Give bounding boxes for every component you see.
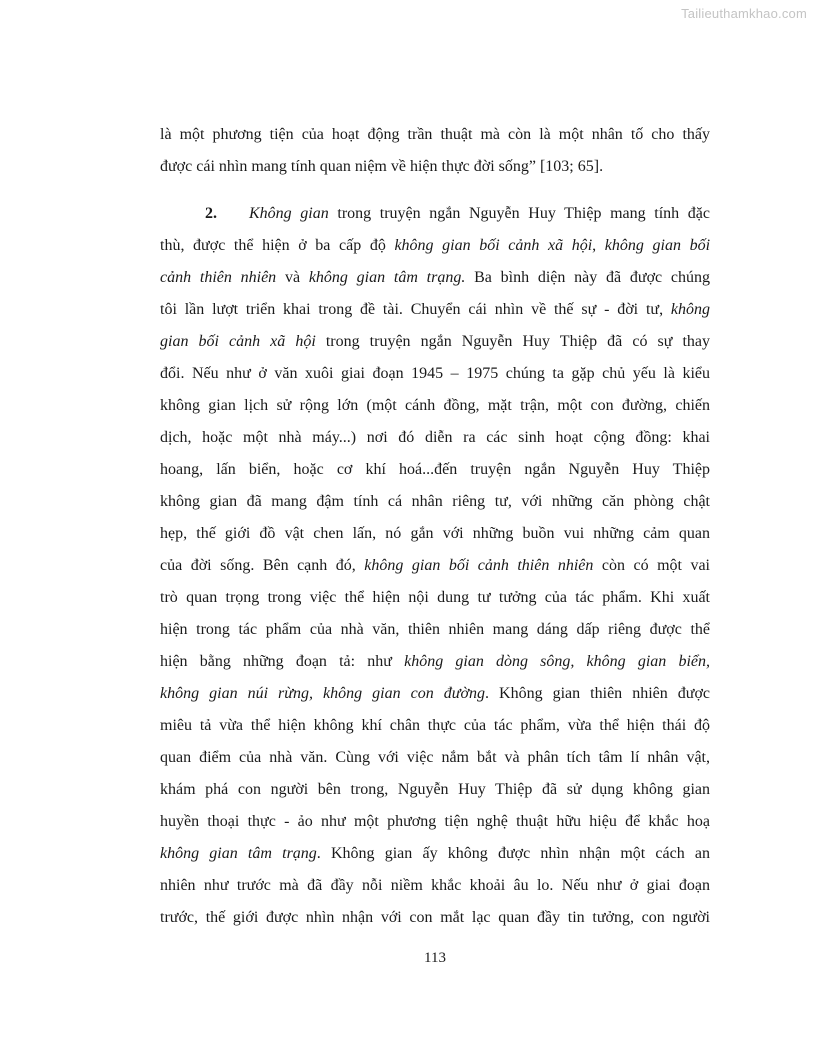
text-span: và xyxy=(276,269,309,286)
text-span: còn có một vai xyxy=(593,557,711,574)
text-line: quan điểm của nhà văn. Cùng với việc nắm bắt và phân tích tâm lí nhân vật, xyxy=(160,749,710,766)
text-line: đổi. Nếu như ở văn xuôi giai đoạn 1945 – 1975 chúng ta gặp chủ yếu là kiểu xyxy=(160,365,710,382)
text-line: nhiên như trước mà đã đầy nỗi niềm khắc khoải âu lo. Nếu như ở giai đoạn xyxy=(160,877,710,894)
text-line: miêu tả vừa thể hiện không khí chân thực của tác phẩm, vừa thể hiện thái độ xyxy=(160,717,710,734)
italic-term: không gian bối cảnh xã hội xyxy=(394,237,593,254)
text-line xyxy=(160,204,710,224)
italic-term: không gian tâm trạng xyxy=(160,845,317,862)
text-span: , xyxy=(592,237,605,254)
italic-term: không gian núi rừng, không gian con đường xyxy=(160,685,486,702)
watermark: Tailieuthamkhao.com xyxy=(681,6,807,21)
text-line: được cái nhìn mang tính quan niệm về hiện thực đời sống” [103; 65]. xyxy=(160,158,604,175)
text-line: dịch, hoặc một nhà máy...) nơi đó diễn ra các sinh hoạt cộng đồng: khai xyxy=(160,429,710,446)
text-line: huyền thoại thực - ảo như một phương tiện nghệ thuật hữu hiệu để khắc hoạ xyxy=(160,813,710,830)
italic-term: không gian tâm trạng. xyxy=(308,269,466,286)
text-line: trước, thế giới được nhìn nhận với con mắt lạc quan đầy tin tưởng, con người xyxy=(160,909,710,926)
text-span: . Không gian thiên nhiên được xyxy=(485,685,711,702)
text-line: hẹp, thế giới đồ vật chen lấn, nó gắn với những buồn vui những cảm quan xyxy=(160,525,710,542)
text-span: tôi lần lượt triển khai trong đề tài. Chuyển cái nhìn về thế sự - đời tư, xyxy=(160,301,671,318)
text-line xyxy=(160,236,710,256)
italic-term: không gian dòng sông, không gian biển, xyxy=(404,653,710,670)
text-line: hiện trong tác phẩm của nhà văn, thiên nhiên mang dáng dấp riêng được thể xyxy=(160,621,710,638)
italic-term: gian bối cảnh xã hội xyxy=(160,333,316,350)
text-line: trò quan trọng trong việc thể hiện nội dung tư tưởng của tác phẩm. Khi xuất xyxy=(160,589,710,606)
text-line: khám phá con người bên trong, Nguyễn Huy Thiệp đã sử dụng không gian xyxy=(160,781,710,798)
text-line xyxy=(160,332,710,352)
text-span: . Không gian ấy không được nhìn nhận một cách an xyxy=(316,845,711,862)
text-line: là một phương tiện của hoạt động trần thuật mà còn là một nhân tố cho thấy xyxy=(160,126,710,143)
text-span: trong truyện ngắn Nguyễn Huy Thiệp mang tính đặc xyxy=(328,205,710,222)
page-number: 113 xyxy=(424,950,446,966)
text-line xyxy=(160,844,710,864)
text-line: không gian đã mang đậm tính cá nhân riêng tư, với những căn phòng chật xyxy=(160,493,710,510)
italic-term: cảnh thiên nhiên xyxy=(160,269,277,286)
text-line: hoang, lấn biển, hoặc cơ khí hoá...đến truyện ngắn Nguyễn Huy Thiệp xyxy=(160,461,710,478)
text-span: thù, được thể hiện ở ba cấp độ xyxy=(160,237,395,254)
text-span: hiện bằng những đoạn tả: như xyxy=(160,653,405,670)
italic-term: không gian bối xyxy=(604,237,711,254)
text-line: không gian lịch sử rộng lớn (một cánh đồng, mặt trận, một con đường, chiến xyxy=(160,397,710,414)
italic-term: Không gian xyxy=(249,205,329,222)
text-line xyxy=(160,556,710,576)
italic-term: không xyxy=(670,301,710,318)
text-line xyxy=(160,268,710,288)
italic-term: không gian bối cảnh thiên nhiên xyxy=(364,557,594,574)
text-line xyxy=(160,652,710,672)
text-line xyxy=(160,684,710,704)
text-span: của đời sống. Bên cạnh đó, xyxy=(160,557,365,574)
section-number: 2. xyxy=(205,205,217,222)
text-span: Ba bình diện này đã được chúng xyxy=(465,269,710,286)
text-line xyxy=(160,300,710,320)
text-span: trong truyện ngắn Nguyễn Huy Thiệp đã có sự thay xyxy=(315,333,711,350)
